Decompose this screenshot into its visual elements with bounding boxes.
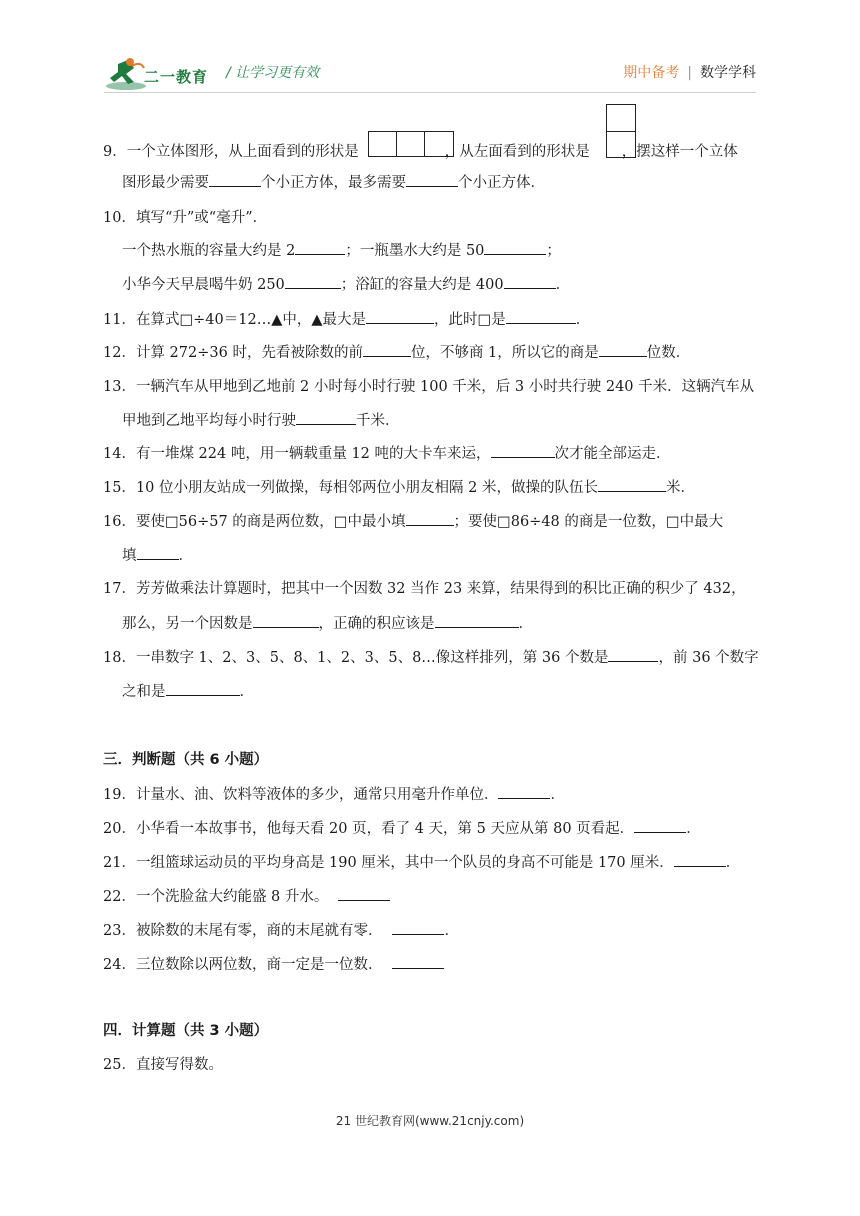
section-4-heading: 四．计算题（共 3 小题） bbox=[103, 1023, 269, 1039]
top-view-square-2 bbox=[396, 131, 425, 157]
page-header bbox=[0, 0, 860, 100]
question-21: 21．一组篮球运动员的平均身高是 190 厘米，其中一个队员的身高不可能是 170 厘米． ． bbox=[103, 852, 740, 873]
section-3-heading: 三．判断题（共 6 小题） bbox=[103, 752, 269, 768]
answer-blank[interactable] bbox=[435, 613, 519, 628]
answer-blank[interactable] bbox=[392, 954, 444, 969]
answer-blank[interactable] bbox=[295, 240, 345, 255]
question-11: 11．在算式□÷40＝12…▲中，▲最大是 ，此时□是 ． bbox=[103, 309, 590, 330]
answer-blank[interactable] bbox=[137, 545, 179, 560]
question-12: 12．计算 272÷36 时，先看被除数的前 位，不够商 1，所以它的商是 位数． bbox=[103, 342, 690, 363]
answer-blank[interactable] bbox=[406, 511, 454, 526]
question-9: 9．一个立体图形，从上面看到的形状是 ，从左面看到的形状是 ，摆这样一个立体 bbox=[103, 144, 738, 160]
question-13-line-2: 甲地到乙地平均每小时行驶 千米． bbox=[122, 410, 400, 431]
top-view-square-3 bbox=[424, 131, 454, 157]
answer-blank[interactable] bbox=[253, 613, 319, 628]
answer-blank[interactable] bbox=[498, 784, 550, 799]
question-24: 24．三位数除以两位数，商一定是一位数． bbox=[103, 954, 444, 975]
header-right bbox=[623, 62, 756, 82]
answer-blank[interactable] bbox=[504, 274, 556, 289]
top-view-square-1 bbox=[368, 131, 397, 157]
question-16: 16．要使□56÷57 的商是两位数，□中最小填 ；要使□86÷48 的商是一位数，□中最大 bbox=[103, 511, 723, 532]
answer-blank[interactable] bbox=[338, 886, 390, 901]
answer-blank[interactable] bbox=[166, 681, 240, 696]
answer-blank[interactable] bbox=[599, 342, 647, 357]
question-15: 15．10 位小朋友站成一列做操，每相邻两位小朋友相隔 2 米，做操的队伍长 米． bbox=[103, 477, 695, 498]
question-22: 22．一个洗脸盆大约能盛 8 升水。 bbox=[103, 886, 390, 907]
question-10: 10．填写“升”或“毫升”． bbox=[103, 210, 268, 226]
question-20: 20．小华看一本故事书，他每天看 20 页，看了 4 天，第 5 天应从第 80 页看起． ． bbox=[103, 818, 701, 839]
question-17: 17．芳芳做乘法计算题时，把其中一个因数 32 当作 23 来算，结果得到的积比正确的积少了 432， bbox=[103, 581, 746, 597]
question-10-line-2: 小华今天早晨喝牛奶 250 ；浴缸的容量大约是 400 ． bbox=[122, 274, 570, 295]
left-view-square-top bbox=[606, 104, 636, 132]
subject-label: 数学学科 bbox=[700, 65, 756, 81]
answer-blank[interactable] bbox=[296, 410, 356, 425]
left-view-square-bottom bbox=[606, 131, 636, 158]
answer-blank[interactable] bbox=[506, 309, 576, 324]
header-divider: | bbox=[687, 65, 692, 81]
question-14: 14．有一堆煤 224 吨，用一辆载重量 12 吨的大卡车来运， 次才能全部运走． bbox=[103, 443, 671, 464]
answer-blank[interactable] bbox=[484, 240, 546, 255]
logo-text: 二一教育 bbox=[144, 68, 209, 86]
slogan: / 让学习更有效 bbox=[226, 65, 320, 81]
question-23: 23．被除数的末尾有零，商的末尾就有零． ． bbox=[103, 920, 459, 941]
answer-blank[interactable] bbox=[209, 172, 261, 187]
question-19: 19．计量水、油、饮料等液体的多少，通常只用毫升作单位． ． bbox=[103, 784, 565, 805]
header-rule bbox=[104, 92, 756, 93]
answer-blank[interactable] bbox=[491, 443, 555, 458]
answer-blank[interactable] bbox=[598, 477, 666, 492]
question-16-line-2: 填 ． bbox=[122, 545, 193, 566]
question-13: 13．一辆汽车从甲地到乙地前 2 小时每小时行驶 100 千米，后 3 小时共行驶 240 千米．这辆汽车从 bbox=[103, 379, 755, 395]
page-footer: 21 世纪教育网(www.21cnjy.com) bbox=[335, 1114, 525, 1128]
question-25: 25．直接写得数。 bbox=[103, 1057, 223, 1073]
question-18-line-2: 之和是 ． bbox=[122, 681, 254, 702]
exam-label: 期中备考 bbox=[623, 65, 680, 81]
answer-blank[interactable] bbox=[363, 342, 411, 357]
answer-blank[interactable] bbox=[674, 852, 726, 867]
question-10-line-1: 一个热水瓶的容量大约是 2 ；一瓶墨水大约是 50 ； bbox=[122, 240, 561, 261]
answer-blank[interactable] bbox=[608, 647, 658, 662]
answer-blank[interactable] bbox=[406, 172, 458, 187]
question-9-line-2: 图形最少需要 个小正方体，最多需要 个小正方体． bbox=[122, 172, 545, 193]
answer-blank[interactable] bbox=[285, 274, 341, 289]
question-17-line-2: 那么，另一个因数是 ，正确的积应该是 ． bbox=[122, 613, 533, 634]
answer-blank[interactable] bbox=[634, 818, 686, 833]
answer-blank[interactable] bbox=[392, 920, 444, 935]
question-18: 18．一串数字 1、2、3、5、8、1、2、3、5、8…像这样排列，第 36 个数是 ，前 36 个数字 bbox=[103, 647, 759, 668]
answer-blank[interactable] bbox=[366, 309, 434, 324]
